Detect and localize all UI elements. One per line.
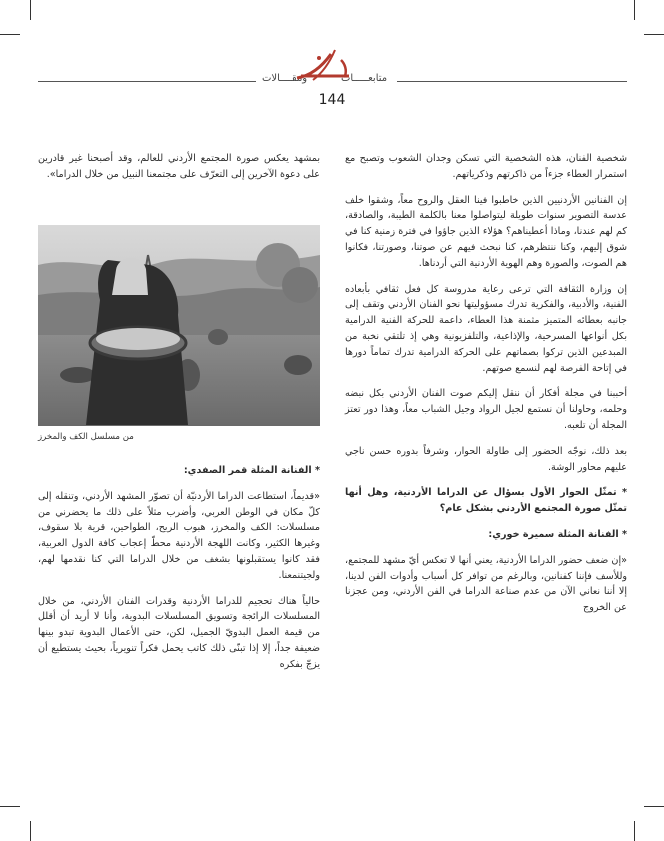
- paragraph: شخصية الفنان، هذه الشخصية التي تسكن وجدان الشعوب وتصبح مع استمرار العطاء جزءاً من ذاكرتهم وذكرياتهم.: [345, 153, 627, 180]
- crop-mark: [30, 821, 31, 841]
- paragraph: حالياً هناك تحجيم للدراما الأردنية وقدرات الفنان الأردني، من خلال المسلسلات الرائجة وتسويق المسلسلات البدوية، وأنا لا أريد أن أقلل من قيمة العمل البدويّ الجميل، لكن، حتى الأعمال البدوية تبدو بينها ضعيفة جداً، إلا إذا تبنّى ذلك كاتب يحمل فكراً تنويرياً، بحيث يستطيع أن يزجّ بفكره: [38, 595, 320, 670]
- left-text-column-bottom: [38, 463, 320, 683]
- paragraph: أحببنا في مجلة أفكار أن ننقل إليكم صوت الفنان الأردني بكل نبضه وحلمه، وحاولنا أن نستمع لجيل الرواد وجيل الشباب معاً، وهذا دور تعتز المجلة أن تلعبه.: [345, 388, 627, 431]
- afkar-logo-icon: [291, 46, 355, 88]
- left-text-column-top: [38, 151, 320, 193]
- interview-question: * تمثّل الحوار الأول بسؤال عن الدراما الأردنية، وهل أنها تمثّل صورة المجتمع الأردني بشكل عام؟: [345, 487, 627, 515]
- crop-mark: [0, 806, 20, 807]
- header-rule-left: [38, 81, 256, 82]
- header-rule-right: [397, 81, 627, 82]
- page-header: [0, 0, 664, 110]
- paragraph: إن وزارة الثقافة التي ترعى رعاية مدروسة كل فعل ثقافي بأبعاده الفنية، والأدبية، والفكرية تدرك مسؤوليتها نحو الفنان الأردني وتقف إلى جانبه بعطائه المتميز مثمنة هذا العطاء، داعمة للحركة الفنية الدرامية بكل أنواعها المسرحية، والإذاعية، والتلفزيونية وهي إذ تلتقي نخبة من المبدعين الذين تركوا بصماتهم على الحركة الدرامية تدرك تماماً دورها في إتاحة الفرصة لهم لنسمع صوتهم.: [345, 283, 627, 374]
- paragraph: بمشهد يعكس صورة المجتمع الأردني للعالم، وقد أصبحنا غير قادرين على دعوة الآخرين إلى التعرّف على مجتمعنا النبيل من خلال الدراما».: [38, 153, 320, 180]
- drama-scene-photo: [38, 225, 320, 426]
- photo-caption: من مسلسل الكف والمخرز: [38, 432, 134, 442]
- woman-with-sieve-image: [38, 225, 320, 426]
- paragraph: إن الفنانين الأردنيين الذين خاطبوا فينا العقل والروح معاً، وشقوا خلف عدسة التصوير سنوات طويلة ليتواصلوا معنا بالكلمة الطيبة، والصادقة، كم لهم عندنا، وماذا أعطيناهم؟ هؤلاء الذين جاؤوا في فترة زمنية كنا في شوق إليهم، وكنا ننتظرهم، كنا نبحث فيهم عن صوتنا، وصورتنا، فكانوا هم الصوت، والصورة وهم الهوية الأردنية التي أردناها.: [345, 194, 627, 269]
- speaker-heading: * الفنانة المثلة قمر الصفدي:: [183, 465, 320, 476]
- paragraph: «قديماً، استطاعت الدراما الأردنيّة أن تصوّر المشهد الأردني، وتنقله إلى كلّ مكان في الوطن العربي، وأضرب مثلاً على ذلك ما يحضرني من مسلسلات: الكف والمخرز، هبوب الريح، الطواحين، قرية بلا سقوف، وغيرها الكثير، وكانت اللهجة الأردنية محطّ إعجاب كافة الدول العربية، فقد كانوا يستقبلونها بشغف من خلال الدراما التي كنا نقدمها لهم، ولجيتنمعنا.: [38, 490, 320, 581]
- paragraph: «إن ضعف حضور الدراما الأردنية، يعني أنها لا تعكس أيّ مشهد للمجتمع، وللأسف فإننا كفنانين، وبالرغم من توافر كل أسباب وأدوات الفن لدينا، إلا أننا نعاني الآن من عدم صناعة الدراما في الفن الأردني، ومن عجزنا عن الخروج: [345, 554, 627, 614]
- paragraph: بعد ذلك، نوجّه الحضور إلى طاولة الحوار، وشرفاً بدوره حسن ناجي عليهم محاور الوشة.: [345, 445, 627, 473]
- header-section-title: متابعـــــات: [341, 73, 388, 84]
- speaker-heading: * الفنانة المثلة سميرة خوري:: [488, 528, 627, 540]
- crop-mark: [644, 806, 664, 807]
- right-text-column: [345, 151, 627, 626]
- page-number: 144: [318, 92, 346, 108]
- crop-mark: [634, 821, 635, 841]
- header-section-title-2: ومقــــالات: [262, 73, 308, 84]
